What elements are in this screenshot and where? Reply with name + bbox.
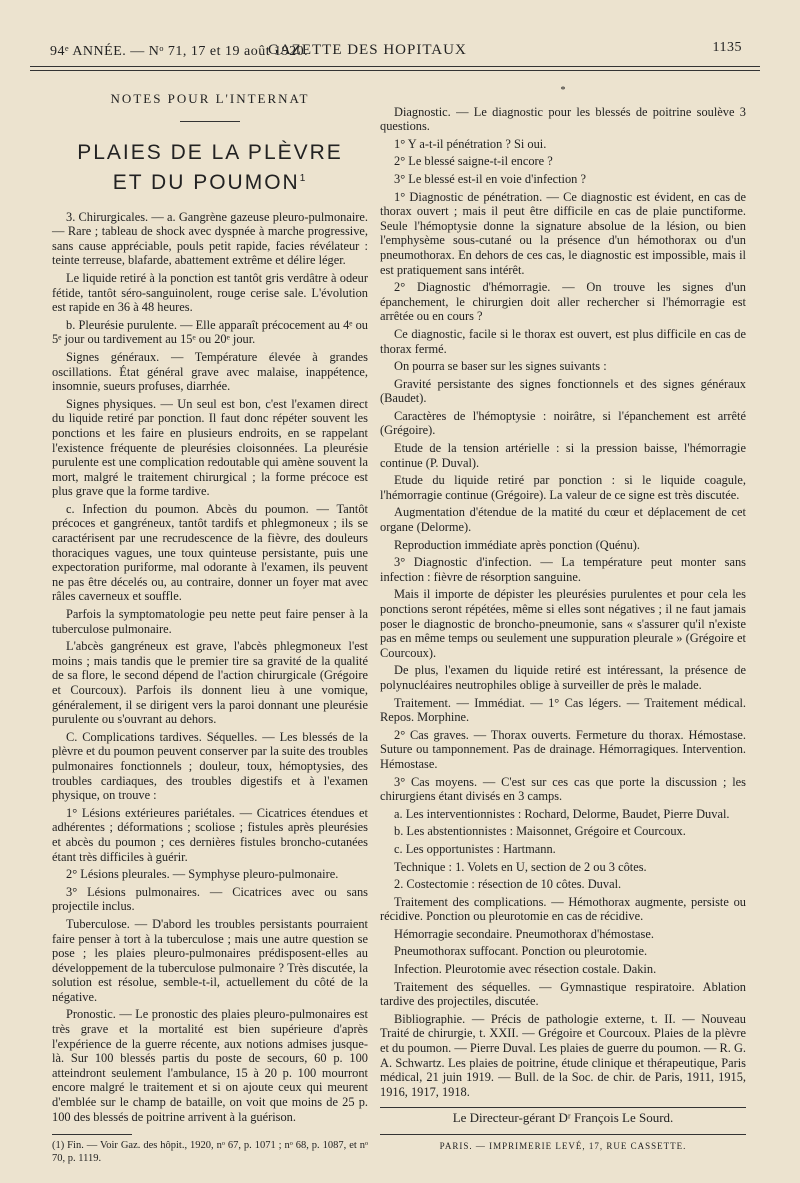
- paragraph: a. Les interventionnistes : Rochard, Delorme, Baudet, Pierre Duval.: [394, 806, 730, 821]
- right-column: [380, 80, 746, 1154]
- paragraph: 2° Diagnostic d'hémorragie. — On trouve les signes d'un épanchement, le chirurgien doit aller rechercher si l'hémorragie est arrêtée ou en cours ?: [380, 280, 746, 324]
- paragraph: 3° Cas moyens. — C'est sur ces cas que porte la discussion ; les chirurgiens étant divisés en 3 camps.: [380, 774, 746, 804]
- paragraph: Mais il importe de dépister les pleurésies purulentes et pour cela les ponctions seront répétées, même si elles sont négatives ; il ne faut jamais poser le diagnostic de broncho-pneumonie, sans « s'assurer qu'il n'existe pas en même temps ou seulement une suppuration pleurale » (Grégoire et Courcoux).: [380, 587, 746, 660]
- paragraph: 2° Cas graves. — Thorax ouverts. Fermeture du thorax. Hémostase. Suture ou tamponnement. Pas de drainage. Hémorragiques. Intervention. Hémostase.: [380, 727, 746, 771]
- paragraph: Reproduction immédiate après ponction (Quénu).: [394, 537, 641, 552]
- bibliography: Bibliographie. — Précis de pathologie externe, t. II. — Nouveau Traité de chirurgie, t. XXII. — Grégoire et Courcoux. Plaies de la plèvre et du poumon. — Pierre Duval. Les plaies de guerre du poumon. — R. G. A. Schwartz. Les plaies de poitrine, étude clinique et thérapeutique, Paris médical, 21 juin 1919. — Bull. de la Soc. de chir. de Paris, 1911, 1915, 1916, 1917, 1918.: [380, 1011, 746, 1099]
- paragraph: c. Infection du poumon. Abcès du poumon. — Tantôt précoces et gangréneux, tantôt tardifs et phlegmoneux ; ils se caractérisent par une recrudescence de la fièvre, des douleurs thoraciques vagues, une toux quinteuse persistante, puis une expectoration puriforme, mal odorante à l'examen, ils peuvent ne pas être décelés ou, au contraire, donner un foyer mat avec râles caverneux et souffle.: [52, 501, 368, 604]
- paragraph: Ce diagnostic, facile si le thorax est ouvert, est plus difficile en cas de thorax fermé.: [380, 326, 746, 356]
- header-rule: [30, 66, 760, 67]
- paragraph: c. Les opportunistes : Hartmann.: [394, 841, 556, 856]
- title-footnote-mark: 1: [299, 172, 308, 184]
- paragraph: 1° Lésions extérieures pariétales. — Cicatrices étendues et adhérentes ; déformations ; scoliose ; fistules après pleurésies et abcès du poumon ; ces dernières fistules broncho-cutanées étant très difficiles à guérir.: [52, 805, 368, 864]
- paragraph: Hémorragie secondaire. Pneumothorax d'hémostase.: [394, 926, 654, 941]
- paragraph: 2° Lésions pleurales. — Symphyse pleuro-pulmonaire.: [66, 867, 339, 882]
- paragraph: Caractères de l'hémoptysie : noirâtre, si l'épanchement est arrêté (Grégoire).: [380, 408, 746, 438]
- paragraph: 1° Y a-t-il pénétration ? Si oui.: [394, 136, 547, 151]
- footnote-rule: [52, 1134, 132, 1135]
- issue-info: 94ᵉ ANNÉE. — Nᵒ 71, 17 et 19 août 1920.: [50, 44, 309, 59]
- paragraph: 2° Le blessé saigne-t-il encore ?: [394, 154, 553, 169]
- article-title: [52, 140, 368, 196]
- paragraph: 3° Lésions pulmonaires. — Cicatrices avec ou sans projectile inclus.: [52, 884, 368, 914]
- paragraph: Signes généraux. — Température élevée à grandes oscillations. État général grave avec malaise, inappétence, insomnie, sueurs profuses, diarrhée.: [52, 349, 368, 394]
- paragraph: Gravité persistante des signes fonctionnels et des signes généraux (Baudet).: [380, 376, 746, 406]
- page-number: 1135: [712, 40, 742, 55]
- paragraph: Pneumothorax suffocant. Ponction ou pleurotomie.: [394, 944, 648, 959]
- title-line-1: PLAIES DE LA PLÈVRE: [77, 140, 343, 164]
- rubric-rule: [180, 121, 240, 122]
- paragraph: Pronostic. — Le pronostic des plaies pleuro-pulmonaires est très grave et la mortalité est bien supérieure d'après l'expérience de la guerre récente, aux notions admises jusque-là. Sur 100 blessés partis du poste de secours, 60 p. 100 atteindront seulement l'ambulance, 15 à 20 p. 100 mourront encore malgré le traitement et si on ajoute ceux qui meurent d'emblée sur le champ de bataille, on voit que moins de 25 p. 100 des blessés de poitrine arrivent à la guérison.: [52, 1007, 368, 1124]
- paragraph: b. Les abstentionnistes : Maisonnet, Grégoire et Courcoux.: [394, 824, 686, 839]
- ornament: *: [560, 85, 566, 96]
- journal-title: GAZETTE DES HOPITAUX: [268, 42, 467, 58]
- rubric: NOTES POUR L'INTERNAT: [110, 91, 310, 106]
- paragraph: De plus, l'examen du liquide retiré est intéressant, la présence de polynucléaires neutrophiles oblige à surveiller de près le malade.: [380, 663, 746, 692]
- paragraph: Traitement des complications. — Hémothorax augmente, persiste ou récidive. Ponction ou pleurotomie en cas de récidive.: [380, 894, 746, 924]
- title-line-2: ET DU POUMON: [112, 170, 300, 194]
- left-column: [52, 80, 368, 1165]
- paragraph: Etude du liquide retiré par ponction : si le liquide coagule, l'hémorragie continue (Grégoire). La valeur de ce signe est très discutée.: [380, 473, 746, 502]
- printer-rule: [380, 1134, 746, 1135]
- paragraph: 3° Diagnostic d'infection. — La température peut monter sans infection : fièvre de résorption sanguine.: [380, 555, 746, 584]
- paragraph: L'abcès gangréneux est grave, l'abcès phlegmoneux l'est moins ; mais tandis que le premier tire sa gravité de la qualité de sa flore, le second dépend de l'action chirurgicale (Grégoire et Courcoux). Parfois ils donnent lieu à une vomique, généralement, il se dirigent vers la paroi donnant une pleurésie purulente ou s'ouvrant au dehors.: [52, 639, 368, 727]
- paragraph: Etude de la tension artérielle : si la pression baisse, l'hémorragie continue (P. Duval).: [380, 441, 746, 470]
- footnote: (1) Fin. — Voir Gaz. des hôpit., 1920, nᵒ 67, p. 1071 ; nᵒ 68, p. 1087, et nᵒ 70, p. 1119.: [52, 1140, 368, 1165]
- paragraph: Technique : 1. Volets en U, section de 2 ou 3 côtes.: [394, 859, 647, 874]
- paragraph: b. Pleurésie purulente. — Elle apparaît précocement au 4ᵉ ou 5ᵉ jour ou tardivement au 15ᵉ ou 20ᵉ jour.: [52, 317, 368, 347]
- paragraph: 3. Chirurgicales. — a. Gangrène gazeuse pleuro-pulmonaire. — Rare ; tableau de shock avec dyspnée à marche progressive, sans cause appréciable, pouls petit rapide, facies révélateur : teinte terreuse, blafarde, abattement extrême et délire léger.: [52, 209, 368, 268]
- paragraph: Traitement. — Immédiat. — 1° Cas légers. — Traitement médical. Repos. Morphine.: [380, 695, 746, 725]
- printer-line: PARIS. — IMPRIMERIE LEVÉ, 17, RUE CASSETTE.: [439, 1141, 687, 1151]
- paragraph: Tuberculose. — D'abord les troubles persistants pourraient faire penser à tort à la tuberculose ; mais une autre question se pose ; les plaies pleuro-pulmonaires prédisposent-elles au développement de la tuberculose pulmonaire ? Très discutée, la solution est résolue, semble-t-il, actuellement du côté de la négative.: [52, 916, 368, 1004]
- paragraph: On pourra se baser sur les signes suivants :: [394, 359, 607, 374]
- paragraph: 1° Diagnostic de pénétration. — Ce diagnostic est évident, en cas de thorax ouvert ; mais il peut être difficile en cas de plaie punctiforme. Seule l'hémoptysie donne la signature absolue de la lésion, ou bien l'emphysème sous-cutané ou la présence d'un hémothorax ou d'un pneumothorax. En dehors de ces cas, le diagnostic est impossible, mais il est pratiquement sans intérêt.: [380, 189, 746, 277]
- page-header: [50, 40, 742, 66]
- paragraph: Diagnostic. — Le diagnostic pour les blessés de poitrine soulève 3 questions.: [380, 104, 746, 134]
- paragraph: Traitement des séquelles. — Gymnastique respiratoire. Ablation tardive des projectiles, discutée.: [380, 979, 746, 1009]
- paragraph: Le liquide retiré à la ponction est tantôt gris verdâtre à odeur fétide, tantôt séro-sanguinolent, rouge cerise sale. L'évolution est rapide en 36 à 48 heures.: [52, 270, 368, 315]
- paragraph: C. Complications tardives. Séquelles. — Les blessés de la plèvre et du poumon peuvent conserver par la suite des troubles pulmonaires fonctionnels ; douleur, toux, hémoptysies, des troubles cardiaques, des troubles digestifs et à l'examen physique, on trouve :: [52, 729, 368, 803]
- header-rule-thin: [30, 70, 760, 71]
- paragraph: 3° Le blessé est-il en voie d'infection ?: [394, 171, 586, 186]
- paragraph: Augmentation d'étendue de la matité du cœur et déplacement de cet organe (Delorme).: [380, 505, 746, 535]
- paragraph: Infection. Pleurotomie avec résection costale. Dakin.: [394, 962, 657, 977]
- signature: Le Directeur-gérant Dʳ François Le Sourd.: [452, 1110, 674, 1126]
- paragraph: 2. Costectomie : résection de 10 côtes. Duval.: [394, 877, 622, 892]
- paragraph: Signes physiques. — Un seul est bon, c'est l'examen direct du liquide retiré par ponction. Il faut donc répéter souvent les ponctions et les faire en plusieurs endroits, en se rappelant l'existence fréquente de pleurésies cloisonnées. La pleurésie purulente est une complication redoutable qui amène souvent la mort, malgré le traitement chirurgical ; la forme précoce est plus grave que la forme tardive.: [52, 396, 368, 499]
- paragraph: Parfois la symptomatologie peu nette peut faire penser à la tuberculose pulmonaire.: [52, 607, 368, 636]
- signature-rule: [380, 1107, 746, 1108]
